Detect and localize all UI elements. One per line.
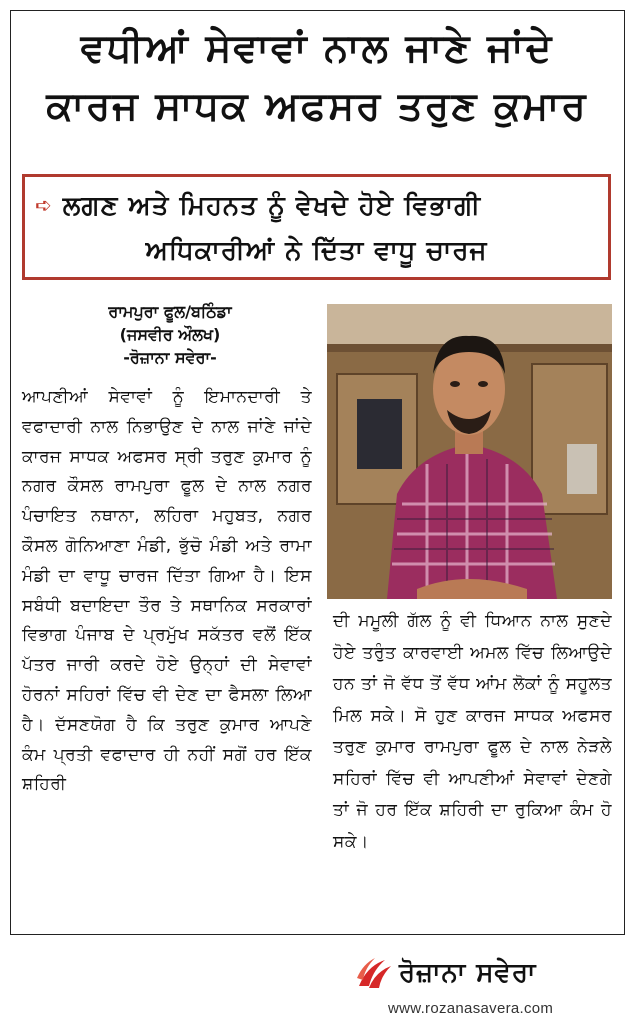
officer-photo [327, 304, 612, 599]
footer-url[interactable]: www.rozanasavera.com [388, 1000, 554, 1017]
footer-brand[interactable] [355, 956, 536, 990]
subheadline-box [22, 174, 611, 280]
subheadline-line-1-text: ਲਗਣ ਅਤੇ ਮਿਹਨਤ ਨੂੰ ਵੇਖਦੇ ਹੋਏ ਵਿਭਾਗੀ [62, 191, 482, 221]
article-body-left-column: ਆਪਣੀਆਂ ਸੇਵਾਵਾਂ ਨੂੰ ਇਮਾਨਦਾਰੀ ਤੇ ਵਫਾਦਾਰੀ ਨਾਲ ਨਿਭਾਉਣ ਦੇ ਨਾਲ ਜਾਂਣੇ ਜਾਂਦੇ ਕਾਰਜ ਸਾਧਕ ਅਫਸਰ ਸ੍ਰੀ ਤਰੁਣ ਕੁਮਾਰ ਨੂੰ ਨਗਰ ਕੌਸਲ ਰਾਮਪੁਰਾ ਫੂਲ ਦੇ ਨਾਲ ਨਗਰ ਪੰਚਾਇਤ ਨਥਾਨਾ, ਲਹਿਰਾ ਮਹੁਬਤ, ਨਗਰ ਕੌਸਲ ਗੋਨਿਆਣਾ ਮੰਡੀ, ਭੁੱਚੋ ਮੰਡੀ ਅਤੇ ਰਾਮਾ ਮੰਡੀ ਦਾ ਵਾਧੂ ਚਾਰਜ ਦਿੱਤਾ ਗਿਆ ਹੈ। ਇਸ ਸਬੰਧੀ ਬਦਾਇਦਾ ਤੌਰ ਤੇ ਸਥਾਨਿਕ ਸਰਕਾਰਾਂ ਵਿਭਾਗ ਪੰਜਾਬ ਦੇ ਪ੍ਰਮੁੱਖ ਸਕੱਤਰ ਵਲੋਂ ਇੱਕ ਪੱਤਰ ਜਾਰੀ ਕਰਦੇ ਹੋਏ ਉਨ੍ਹਾਂ ਦੀ ਸੇਵਾਵਾਂ ਹੋਰਨਾਂ ਸਹਿਰਾਂ ਵਿੱਚ ਵੀ ਦੇਣ ਦਾ ਫੈਸਲਾ ਲਿਆ ਹੈ। ਦੱਸਣਯੋਗ ਹੈ ਕਿ ਤਰੁਣ ਕੁਮਾਰ ਆਪਣੇ ਕੰਮ ਪ੍ਰਤੀ ਵਫਾਦਾਰ ਹੀ ਨਹੀਂ ਸਗੋਂ ਹਰ ਇੱਕ ਸ਼ਹਿਰੀ [22, 387, 312, 795]
byline-paper: -ਰੋਜ਼ਾਨਾ ਸਵੇਰਾ- [123, 348, 217, 367]
headline [22, 20, 612, 136]
officer-photo-illustration [327, 304, 612, 599]
rozana-savera-logo-icon [355, 956, 395, 990]
article-body-right-column: ਦੀ ਮਮੂਲੀ ਗੱਲ ਨੂੰ ਵੀ ਧਿਆਨ ਨਾਲ ਸੁਣਦੇ ਹੋਏ ਤਰੁੰਤ ਕਾਰਵਾਈ ਅਮਲ ਵਿੱਚ ਲਿਆਉਦੇ ਹਨ ਤਾਂ ਜੋ ਵੱਧ ਤੋਂ ਵੱਧ ਆਂਮ ਲੋਕਾਂ ਨੂੰ ਸਹੂਲਤ ਮਿਲ ਸਕੇ। ਸੋ ਹੁਣ ਕਾਰਜ ਸਾਧਕ ਅਫਸਰ ਤਰੁਣ ਕੁਮਾਰ ਰਾਮਪੁਰਾ ਫੂਲ ਦੇ ਨਾਲ ਨੇੜਲੇ ਸਹਿਰਾਂ ਵਿੱਚ ਵੀ ਆਪਣੀਆਂ ਸੇਵਾਵਾਂ ਦੇਣਗੇ ਤਾਂ ਜੋ ਹਰ ਇੱਕ ਸ਼ਹਿਰੀ ਦਾ ਰੁਕਿਆ ਕੰਮ ਹੋ ਸਕੇ। [333, 611, 612, 852]
arrow-right-icon: ➪ [35, 193, 53, 217]
byline-reporter: (ਜਸਵੀਰ ਔਲਖ) [119, 325, 221, 344]
subheadline-line-2: ਅਧਿਕਾਰੀਆਂ ਨੇ ਦਿੱਤਾ ਵਾਧੂ ਚਾਰਜ [145, 236, 488, 266]
byline [20, 300, 320, 369]
headline-line-1: ਵਧੀਆਂ ਸੇਵਾਵਾਂ ਨਾਲ ਜਾਣੇ ਜਾਂਦੇ [80, 26, 554, 71]
footer-brand-name: ਰੋਜ਼ਾਨਾ ਸਵੇਰਾ [399, 957, 537, 988]
byline-location: ਰਾਮਪੁਰਾ ਫੂਲ/ਬਠਿੰਡਾ [108, 302, 232, 321]
headline-line-2: ਕਾਰਜ ਸਾਧਕ ਅਫਸਰ ਤਰੁਣ ਕੁਮਾਰ [46, 84, 588, 129]
subheadline-line-1 [35, 187, 600, 224]
